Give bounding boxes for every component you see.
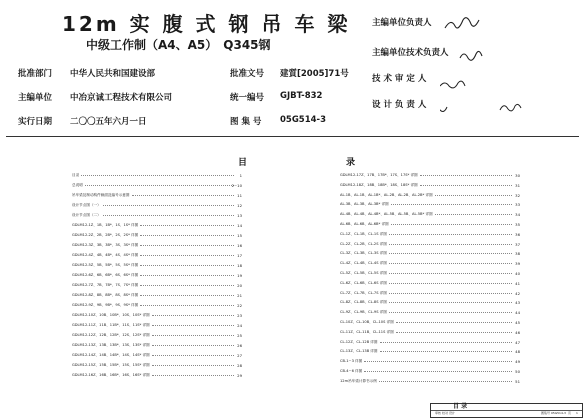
toc-row [340,290,520,297]
toc-row [72,272,242,279]
implement-date: 二〇〇五年六月一日 [70,117,147,127]
toc-entry-title: GDLM12-11Z、11B、11B*、11S、11S* 详图 [72,323,150,327]
toc-leader [389,263,512,264]
toc-entry-title: 12m吊车梁计算书示例 [340,378,377,383]
toc-leader [140,265,234,266]
toc-entry-title: GDLM12-2Z、2B、2B*、2S、2S* 详图 [72,233,139,237]
toc-row [340,319,520,326]
toc-entry-title: 设计节点图（二） [72,213,101,217]
toc-leader [152,345,234,346]
toc-entry-title: AL-1B、AL-1B、AL-1B*、AL-2B、AL-2B、AL-2B* 详图 [340,192,433,197]
toc-leader [391,224,512,225]
toc-entry-title: GDLM12-8Z、8B、8B*、8S、8S* 详图 [72,293,139,297]
toc-entry-title: CL-2Z、CL-2B、CL-2S 详图 [340,241,387,246]
toc-entry-title: GDLM12-17Z、17B、17B*、17S、17S* 详图 [340,173,418,177]
toc-entry-title: 吊车梁及制动构件截面及编号示意图 [72,193,130,197]
toc-row [72,342,242,349]
editor-unit-label: 主编单位 [18,93,53,103]
toc-row [340,329,520,336]
atlas-no: 05G514-3 [280,115,326,125]
toc-entry-title: CL-1Z、CL-1B、CL-1S 详图 [340,231,387,236]
toc-leader [140,255,234,256]
toc-leader [396,332,512,333]
toc-row [340,182,520,189]
toc-entry-title: GDLM12-15Z、15B、15B*、15S、15S* 详图 [72,363,150,367]
toc-entry-page: 33 [515,202,520,208]
toc-entry-page: 36 [515,231,520,237]
toc-right-column [340,172,520,387]
toc-entry-page: 15 [237,233,242,238]
toc-row [72,322,242,329]
toc-row [340,250,520,257]
toc-heading-right: 录 [346,158,356,168]
toc-row [72,332,242,339]
toc-entry-page: 24 [237,323,242,328]
toc-entry-page: 17 [237,253,242,258]
toc-row [72,192,242,199]
toc-leader [140,305,234,306]
toc-entry-title: GDLM12-14Z、14B、14B*、14S、14S* 详图 [72,353,150,357]
toc-row [340,201,520,208]
toc-entry-title: CL-9Z、CL-9B、CL-9S 详图 [340,310,387,315]
toc-leader [389,302,512,303]
toc-leader [140,225,234,226]
title-block-page: 1 [576,411,578,415]
toc-row [72,292,242,299]
toc-leader [152,335,234,336]
toc-row [72,242,242,249]
toc-row [72,212,242,219]
toc-entry-page: 51 [515,378,520,384]
toc-row [340,280,520,287]
toc-entry-page: 34 [515,212,520,218]
toc-entry-title: CB-4~6 详图 [340,369,363,373]
toc-row [340,270,520,277]
toc-entry-page: 1 [239,173,242,178]
toc-row [72,222,242,229]
toc-leader [389,283,512,284]
toc-row [340,241,520,248]
toc-leader [140,275,234,276]
toc-entry-title: 设计节点图（一） [72,203,101,207]
toc-entry-title: CL-12Z、CL-12B 详图 [340,339,378,344]
toc-entry-title: AL-6B、AL-6B、AL-6B* 详图 [340,222,389,226]
toc-entry-page: 44 [515,310,520,316]
unified-no-label: 统一编号 [230,93,265,103]
toc-row [72,262,242,269]
toc-entry-page: 49 [515,359,520,365]
toc-entry-title: CL-11Z、CL-11B、CL-11S 详图 [340,329,394,334]
title-block-heading: 目 录 [453,403,468,410]
toc-entry-page: 31 [515,182,520,188]
toc-entry-page: 22 [237,303,242,308]
toc-entry-page: 30 [515,173,520,178]
toc-entry-title: GDLM12-12Z、12B、12B*、12S、12S* 详图 [72,333,150,337]
toc-entry-title: GDLM12-16Z、16B、16B*、16S、16S* 详图 [72,373,150,377]
toc-leader [379,381,512,382]
toc-leader [396,322,512,323]
toc-row [340,260,520,267]
toc-row [72,372,242,379]
toc-row [340,172,520,179]
toc-entry-page: 29 [237,373,242,378]
toc-leader [435,195,512,196]
toc-leader [380,351,512,352]
toc-entry-page: 26 [237,343,242,348]
approval-dept-label: 批准部门 [18,69,53,79]
toc-row [72,302,242,309]
toc-entry-title: GDLM12-4Z、4B、4B*、4S、4S* 详图 [72,253,139,257]
toc-leader [389,273,512,274]
title-block-page-label: 页 [568,411,572,415]
approval-doc: 建質[2005]71号 [280,69,349,79]
toc-leader [364,361,512,362]
sig-label-chief: 主编单位负责人 [372,18,432,28]
toc-leader [140,295,234,296]
toc-entry-page: 28 [237,363,242,368]
toc-leader [152,315,234,316]
toc-row [72,182,242,189]
toc-leader [389,253,512,254]
toc-entry-title: AL-3B、AL-3B、AL-3B* 详图 [340,202,389,207]
toc-entry-title: GDLM12-6Z、6B、6B*、6S、6S* 详图 [72,273,139,277]
title-block-atlas-label: 图集号 [541,411,551,415]
toc-row [72,172,242,179]
toc-row [72,232,242,239]
toc-row [340,348,520,355]
toc-entry-title: CL-6Z、CL-6B、CL-6S 详图 [340,280,387,285]
approval-dept: 中华人民共和国建设部 [70,69,156,79]
toc-row [340,358,520,365]
toc-entry-page: 40 [515,271,520,276]
toc-entry-page: 23 [237,313,242,318]
toc-left-column [72,172,242,382]
toc-leader [380,342,512,343]
toc-leader [81,175,234,176]
toc-leader [140,235,234,236]
toc-entry-page: 14 [237,223,242,228]
toc-row [72,352,242,359]
toc-leader [103,205,234,206]
toc-row [340,378,520,385]
toc-entry-page: 47 [515,339,520,345]
toc-entry-page: 25 [237,333,242,338]
toc-row [72,252,242,259]
toc-row [340,339,520,346]
toc-row [340,221,520,228]
toc-entry-page: 42 [515,290,520,296]
toc-row [340,192,520,199]
toc-heading-left: 目 [238,158,248,168]
sig-label-tech: 主编单位技术负责人 [372,48,449,58]
title-block-signoff: 审核 校对 设计 [435,411,455,415]
toc-entry-title: CL-13Z、CL-13B 详图 [340,349,378,354]
toc-entry-page: 43 [515,300,520,306]
toc-entry-title: GDLM12-1Z、1B、1B*、1S、1S* 详图 [72,223,139,227]
toc-leader [389,234,512,235]
toc-leader [364,371,512,372]
toc-entry-title: GDLM12-5Z、5B、5B*、5S、5S* 详图 [72,263,139,267]
header-divider [6,136,579,137]
toc-entry-page: 19 [237,273,242,278]
sig-label-review: 技 术 审 定 人 [372,74,427,84]
toc-entry-title: GDLM12-9Z、9B、9B*、9S、9S* 详图 [72,303,139,307]
toc-leader [152,325,234,326]
toc-entry-title: CL-4Z、CL-4B、CL-4S 详图 [340,261,387,266]
toc-entry-page: 32 [515,192,520,198]
toc-leader [85,185,234,186]
toc-entry-title: CL-5Z、CL-5B、CL-5S 详图 [340,271,387,275]
toc-leader [389,293,512,294]
toc-entry-title: GDLM12-7Z、7B、7B*、7S、7S* 详图 [72,283,139,287]
toc-entry-page: 21 [237,293,242,298]
toc-entry-page: 20 [237,283,242,288]
toc-leader [152,375,234,376]
toc-entry-page: 48 [515,349,520,355]
toc-entry-page: 38 [515,251,520,257]
toc-entry-title: GDLM12-3Z、3B、3B*、3S、3S* 详图 [72,243,139,247]
atlas-no-label: 图 集 号 [230,117,262,127]
title-block [430,403,583,418]
toc-leader [132,195,234,196]
toc-leader [389,244,512,245]
toc-row [72,282,242,289]
toc-entry-page: 12 [237,203,242,208]
title-block-atlas-no: 05G514-3 [551,411,566,415]
toc-leader [391,204,512,205]
toc-entry-page: 39 [515,261,520,267]
toc-row [72,362,242,369]
toc-entry-page: 35 [515,222,520,227]
toc-entry-title: GDLM12-13Z、13B、13B*、13S、13S* 详图 [72,343,150,347]
toc-leader [420,175,512,176]
toc-entry-page: 41 [515,280,520,286]
toc-entry-title: CL-10Z、CL-10B、CL-10S 详图 [340,320,394,324]
toc-leader [140,245,234,246]
unified-no: GJBT-832 [280,91,323,101]
toc-entry-page: 18 [237,263,242,268]
toc-leader [435,214,512,215]
toc-entry-page: 2~10 [231,183,242,188]
toc-entry-page: 37 [515,241,520,247]
atlas-title: 12m 实 腹 式 钢 吊 车 梁 [62,12,351,36]
toc-leader [420,185,512,186]
toc-entry-title: CL-7Z、CL-7B、CL-7S 详图 [340,290,387,295]
implement-date-label: 实行日期 [18,117,53,127]
toc-entry-title: 总说明 [72,183,83,187]
toc-row [340,309,520,316]
toc-row [340,368,520,375]
editor-unit: 中冶京诚工程技术有限公司 [70,93,173,103]
toc-row [72,312,242,319]
toc-leader [152,365,234,366]
toc-entry-page: 11 [237,193,242,198]
toc-entry-page: 45 [515,320,520,325]
toc-leader [103,215,234,216]
sig-label-design: 设 计 负 责 人 [372,100,427,110]
toc-entry-title: CL-8Z、CL-8B、CL-8S 详图 [340,300,387,305]
toc-entry-page: 16 [237,243,242,248]
toc-entry-title: 目录 [72,173,80,177]
toc-entry-title: CL-3Z、CL-3B、CL-3S 详图 [340,251,387,256]
handwritten-signatures [440,6,580,124]
toc-leader [140,285,234,286]
toc-row [340,211,520,218]
toc-entry-page: 50 [515,369,520,374]
toc-entry-page: 46 [515,329,520,335]
toc-entry-title: CB-1~3 详图 [340,359,363,364]
atlas-subtitle: 中级工作制（A4、A5） Q345钢 [86,38,271,52]
approval-doc-label: 批准文号 [230,69,265,79]
toc-row [340,299,520,306]
toc-leader [389,312,512,313]
toc-entry-page: 13 [237,213,242,218]
toc-entry-title: AL-4B、AL-4B、AL-4B*、AL-5B、AL-5B、AL-5B* 详图 [340,212,433,217]
toc-leader [152,355,234,356]
toc-entry-title: GDLM12-10Z、10B、10B*、10S、10S* 详图 [72,313,150,317]
toc-row [340,231,520,238]
toc-row [72,202,242,209]
toc-entry-title: GDLM12-18Z、18B、18B*、18S、18S* 详图 [340,182,418,187]
toc-entry-page: 27 [237,353,242,358]
